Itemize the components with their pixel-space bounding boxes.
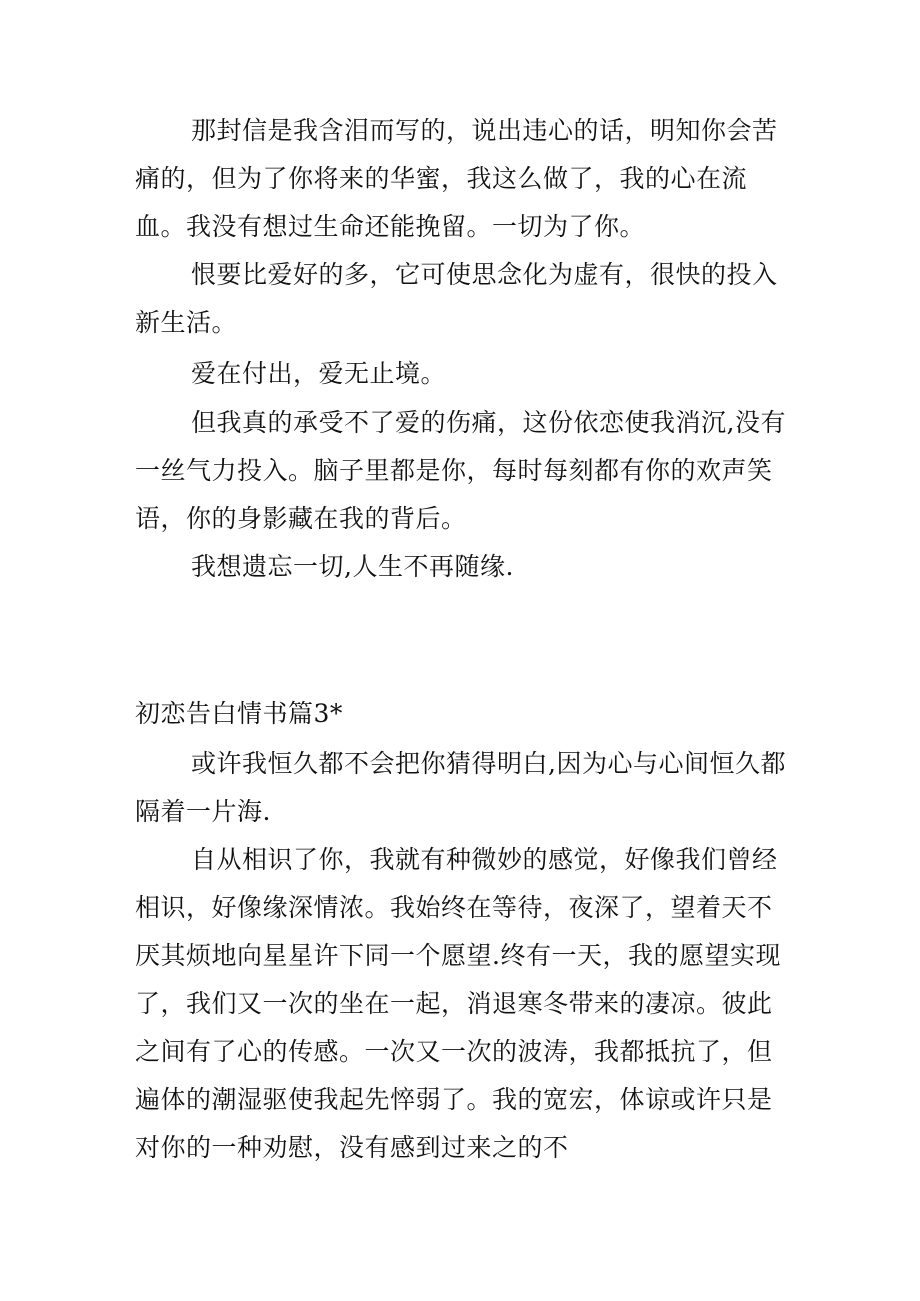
paragraph-sea-between-hearts: 或许我恒久都不会把你猜得明白,因为心与心间恒久都隔着一片海.: [135, 749, 786, 826]
paragraph-since-meeting-you: 自从相识了你，我就有种微妙的感觉，好像我们曾经相识，好像缘深情浓。我始终在等待，夜深了，望着天不厌其烦地向星星许下同一个愿望.终有一天，我的愿望实现了，我们又一次的坐在一起，消退寒冬带来的凄凉。彼此之间有了心的传感。一次又一次的波涛，我都抵抗了，但遍体的潮湿驱使我起先悴弱了。我的宽宏，体谅或许只是对你的一种劝慰，没有感到过来之的不: [135, 845, 781, 1162]
paragraph-letter-tears: 那封信是我含泪而写的，说出违心的话，明知你会苦痛的，但为了你将来的华蜜，我这么做了，我的心在流血。我没有想过生命还能挽留。一切为了你。: [135, 116, 778, 241]
section-heading: 初恋告白情书篇3*: [135, 699, 343, 728]
paragraph-forget-all: 我想遗忘一切,人生不再随缘.: [191, 552, 514, 581]
paragraph-love-giving: 爱在付出，爱无止境。: [191, 359, 447, 388]
paragraph-hate-vs-love: 恨要比爱好的多，它可使思念化为虚有，很快的投入新生活。: [135, 260, 778, 337]
paragraph-love-pain: 但我真的承受不了爱的伤痛，这份依恋使我消沉,没有一丝气力投入。脑子里都是你，每时每刻都有你的欢声笑语，你的身影藏在我的背后。: [135, 408, 786, 533]
